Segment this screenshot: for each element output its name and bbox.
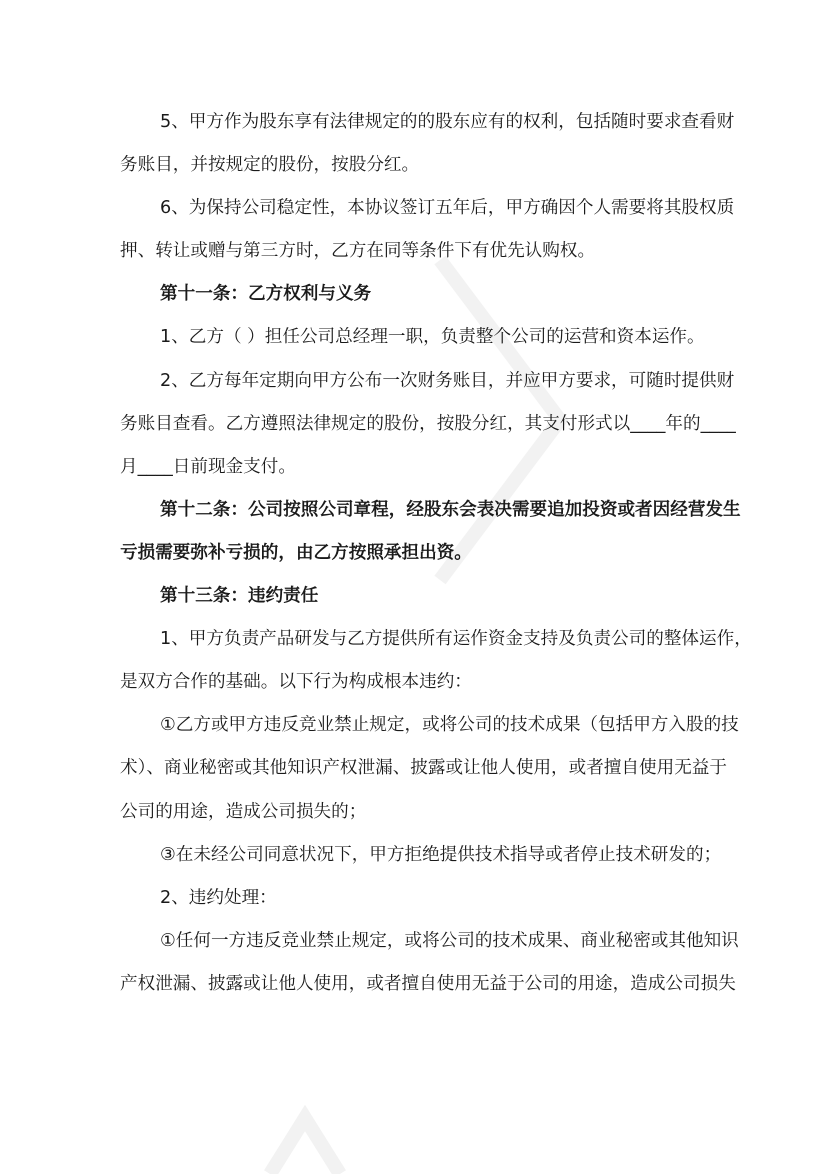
paragraph-line: 2、乙方每年定期向甲方公布一次财务账目，并应甲方要求，可随时提供财 [160,370,735,391]
paragraph-line: 务账目，并按规定的股份，按股分红。 [120,155,420,176]
paragraph-line: 1、乙方（ ）担任公司总经理一职，负责整个公司的运营和资本运作。 [160,327,705,348]
paragraph-line: ①乙方或甲方违反竞业禁止规定，或将公司的技术成果（包括甲方入股的技 [160,715,739,736]
document-body [120,101,752,1006]
paragraph-line: ③在未经公司同意状况下，甲方拒绝提供技术指导或者停止技术研发的； [160,844,722,865]
section-heading-line: 亏损需要弥补亏损的，由乙方按照承担出资。 [120,542,472,563]
section-heading-line: 第十一条：乙方权利与义务 [160,284,372,305]
paragraph-line: 5、甲方作为股东享有法律规定的的股东应有的权利，包括随时要求查看财 [160,112,735,132]
section-heading-line: 第十二条：公司按照公司章程，经股东会表决需要追加投资或者因经营发生 [160,499,741,520]
paragraph-line: 1、甲方负责产品研发与乙方提供所有运作资金支持及负责公司的整体运作， [160,629,752,650]
paragraph-line: ①任何一方违反竞业禁止规定，或将公司的技术成果、商业秘密或其他知识 [160,930,739,951]
paragraph-line: 是双方合作的基础。以下行为构成根本违约： [120,672,472,693]
paragraph-line: 月____日前现金支付。 [120,456,296,477]
paragraph-line: 押、转让或赠与第三方时，乙方在同等条件下有优先认购权。 [120,241,596,262]
section-heading-line: 第十三条：违约责任 [160,586,319,607]
paragraph-line: 术）、商业秘密或其他知识产权泄漏、披露或让他人使用，或者擅自使用无益于 [120,758,727,779]
paragraph-line: 产权泄漏、披露或让他人使用，或者擅自使用无益于公司的用途，造成公司损失 [120,973,736,994]
paragraph-line: 6、为保持公司稳定性，本协议签订五年后，甲方确因个人需要将其股权质 [160,198,735,219]
paragraph-line: 公司的用途，造成公司损失的； [120,801,367,822]
paragraph-line: 2、违约处理： [160,887,277,908]
paragraph-line: 务账目查看。乙方遵照法律规定的股份，按股分红，其支付形式以____年的____ [120,413,736,434]
